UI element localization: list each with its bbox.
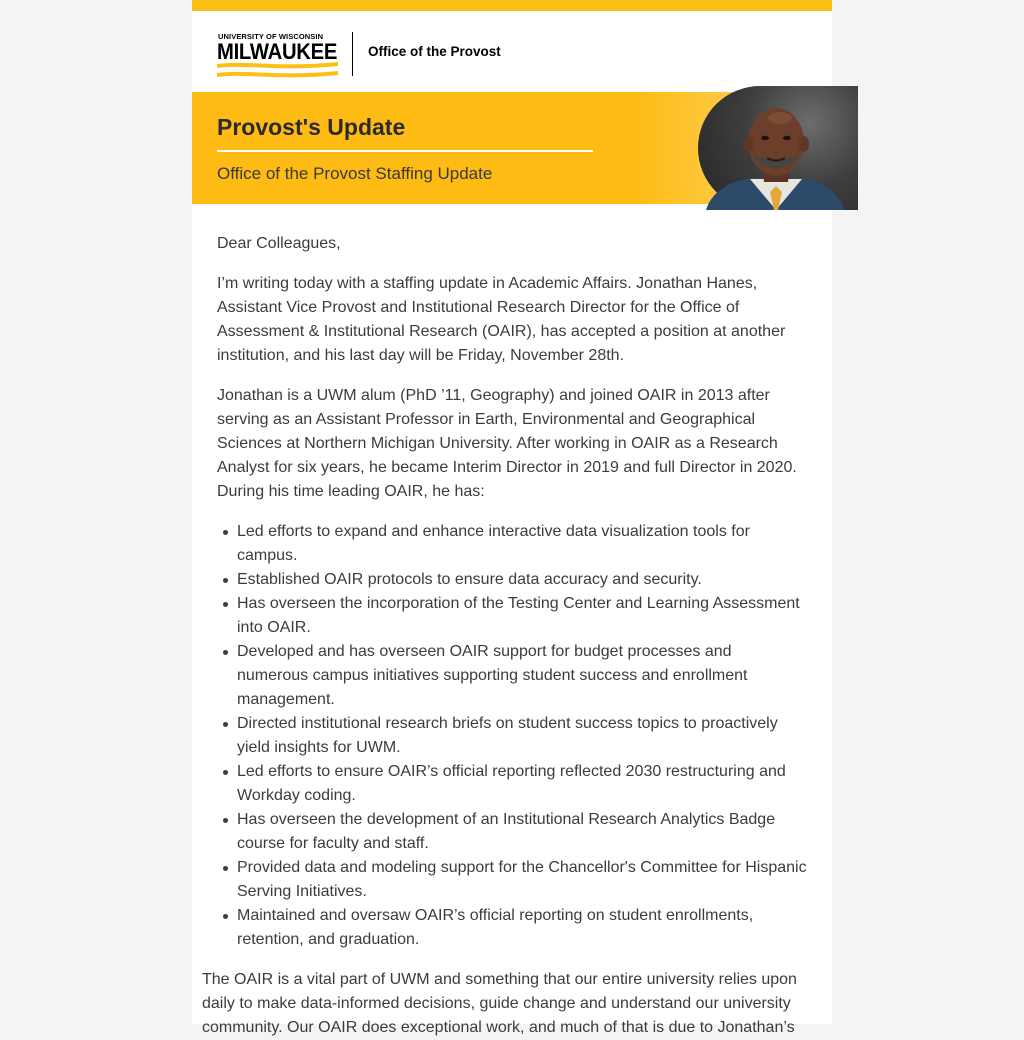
list-item: Has overseen the development of an Institutional Research Analytics Badge course for faculty and staff. bbox=[237, 808, 807, 856]
list-item: Developed and has overseen OAIR support for budget processes and numerous campus initiatives supporting student success and enrollment management. bbox=[237, 640, 807, 712]
email-container bbox=[192, 0, 832, 1036]
list-item: Led efforts to ensure OAIR’s official reporting reflected 2030 restructuring and Workday coding. bbox=[237, 760, 807, 808]
brand-header bbox=[192, 11, 832, 92]
office-name: Office of the Provost bbox=[368, 44, 501, 59]
list-item: Led efforts to expand and enhance interactive data visualization tools for campus. bbox=[237, 520, 807, 568]
list-item: Maintained and oversaw OAIR’s official reporting on student enrollments, retention, and graduation. bbox=[237, 904, 807, 952]
email-body bbox=[192, 204, 832, 1040]
paragraph-announcement: I’m writing today with a staffing update in Academic Affairs. Jonathan Hanes, Assistant Vice Provost and Institutional Research Director for the Office of Assessment & Institutional Research (OAIR), has accepted a position at another institution, and his last day will be Friday, November 28th. bbox=[217, 275, 786, 364]
uwm-logo[interactable] bbox=[217, 32, 339, 78]
paragraph-background: Jonathan is a UWM alum (PhD ’11, Geography) and joined OAIR in 2013 after serving as an Assistant Professor in Earth, Environmental and Geographical Sciences at Northern Michigan University. After working in OAIR as a Research Analyst for six years, he became Interim Director in 2019 and full Director in 2020. During his time leading OAIR, he has: bbox=[217, 387, 797, 500]
list-item: Provided data and modeling support for the Chancellor's Committee for Hispanic Serving Initiatives. bbox=[237, 856, 807, 904]
provost-photo bbox=[698, 86, 858, 210]
paragraph-closing: The OAIR is a vital part of UWM and something that our entire university relies upon daily to make data-informed decisions, guide change and understand our university community. Our OAIR does exceptional work, and much of that is due to Jonathan’s bbox=[202, 971, 797, 1036]
greeting: Dear Colleagues, bbox=[217, 235, 341, 252]
top-accent-bar bbox=[192, 0, 832, 11]
banner-title: Provost's Update bbox=[217, 114, 406, 140]
provost-portrait-icon bbox=[698, 86, 858, 210]
banner-subtitle: Office of the Provost Staffing Update bbox=[217, 164, 493, 183]
header-divider bbox=[352, 32, 353, 76]
banner-divider bbox=[217, 150, 593, 152]
list-item: Established OAIR protocols to ensure data accuracy and security. bbox=[237, 568, 807, 592]
list-item: Directed institutional research briefs on student success topics to proactively yield insights for UWM. bbox=[237, 712, 807, 760]
logo-waves-icon bbox=[217, 61, 338, 78]
logo-milwaukee-text: MILWAUKEE bbox=[217, 39, 338, 64]
accomplishments-list bbox=[217, 520, 807, 952]
list-item: Has overseen the incorporation of the Testing Center and Learning Assessment into OAIR. bbox=[237, 592, 807, 640]
logo-university-text: UNIVERSITY OF WISCONSIN bbox=[218, 32, 324, 41]
provost-banner bbox=[192, 92, 832, 204]
